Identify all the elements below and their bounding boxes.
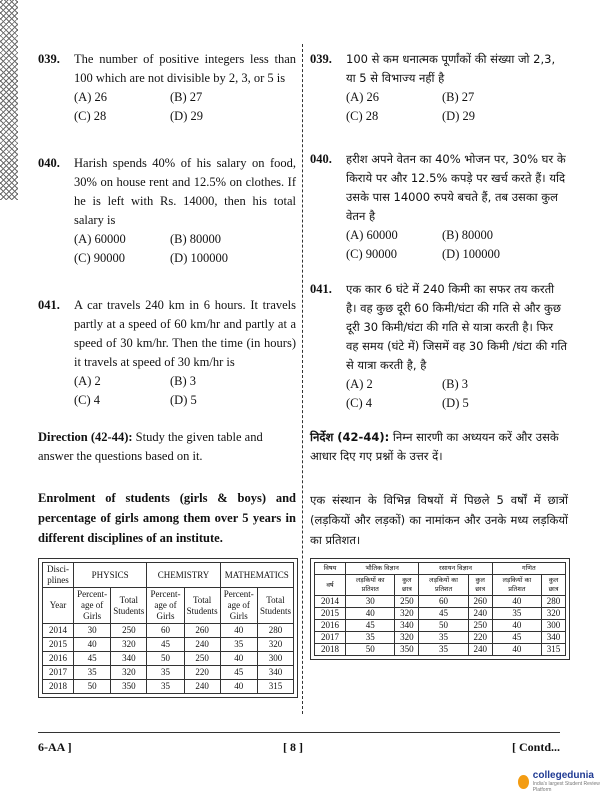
value-cell: 45 <box>419 608 468 620</box>
value-cell: 50 <box>419 620 468 632</box>
pct-header: Percent- age of Girls <box>220 588 257 624</box>
total-header: Total Students <box>111 588 147 624</box>
total-header: Total Students <box>184 588 220 624</box>
subject-header: गणित <box>492 563 565 575</box>
option-b[interactable]: (B) 27 <box>170 90 203 104</box>
collegedunia-logo <box>518 770 600 793</box>
total-header: कुल छात्र <box>468 575 492 596</box>
question-number: 040. <box>310 152 332 166</box>
options <box>346 88 568 126</box>
year-cell: 2015 <box>43 638 74 652</box>
value-cell: 280 <box>542 596 566 608</box>
option-a[interactable]: (A) 60000 <box>346 228 398 242</box>
value-cell: 40 <box>492 596 541 608</box>
value-cell: 40 <box>220 680 257 694</box>
data-table-hi <box>310 558 570 660</box>
value-cell: 320 <box>542 608 566 620</box>
year-cell: 2017 <box>43 666 74 680</box>
disciplines-header: विषय <box>315 563 346 575</box>
value-cell: 60 <box>419 596 468 608</box>
year-cell: 2014 <box>315 596 346 608</box>
question-text: The number of positive integers less than 100 which are not divisible by 2, 3, or 5 is <box>74 52 296 85</box>
question-number: 040. <box>38 156 60 170</box>
value-cell: 45 <box>346 620 395 632</box>
option-c[interactable]: (C) 90000 <box>346 247 398 261</box>
value-cell: 45 <box>147 638 184 652</box>
year-cell: 2015 <box>315 608 346 620</box>
value-cell: 50 <box>346 644 395 656</box>
pct-header: लड़कियों का प्रतिशत <box>419 575 468 596</box>
pct-header: Percent- age of Girls <box>147 588 184 624</box>
year-cell: 2016 <box>43 652 74 666</box>
graduation-cap-icon <box>518 775 529 789</box>
pct-header: Percent- age of Girls <box>74 588 111 624</box>
option-b[interactable]: (B) 80000 <box>170 232 222 246</box>
value-cell: 250 <box>395 596 419 608</box>
question-039-hi <box>310 50 568 126</box>
question-number: 041. <box>38 298 60 312</box>
option-c[interactable]: (C) 28 <box>346 109 379 123</box>
table-row <box>315 596 566 608</box>
option-b[interactable]: (B) 3 <box>170 374 197 388</box>
subject-header: रसायन विज्ञान <box>419 563 492 575</box>
option-c[interactable]: (C) 90000 <box>74 251 126 265</box>
subject-header: PHYSICS <box>74 563 147 588</box>
value-cell: 350 <box>111 680 147 694</box>
value-cell: 340 <box>542 632 566 644</box>
question-text: Harish spends 40% of his salary on food, 30% on house rent and 12.5% on clothes. If he is left with Rs. 14000, then his total salary is <box>74 156 296 227</box>
table-row <box>315 644 566 656</box>
question-text: 100 से कम धनात्मक पूर्णांकों की संख्या जो 2,3, या 5 से विभाज्य नहीं है <box>346 52 556 85</box>
value-cell: 45 <box>74 652 111 666</box>
value-cell: 320 <box>395 632 419 644</box>
question-040-en <box>38 154 296 268</box>
value-cell: 320 <box>111 638 147 652</box>
pct-header: लड़कियों का प्रतिशत <box>346 575 395 596</box>
option-d[interactable]: (D) 100000 <box>170 251 228 265</box>
subject-header: भौतिक विज्ञान <box>346 563 419 575</box>
option-a[interactable]: (A) 2 <box>346 377 373 391</box>
option-d[interactable]: (D) 29 <box>170 109 203 123</box>
option-a[interactable]: (A) 26 <box>74 90 107 104</box>
booklet-code: 6-AA ] <box>38 740 72 754</box>
value-cell: 250 <box>468 620 492 632</box>
table-row <box>43 666 294 680</box>
value-cell: 340 <box>395 620 419 632</box>
value-cell: 60 <box>147 624 184 638</box>
value-cell: 220 <box>468 632 492 644</box>
value-cell: 300 <box>542 620 566 632</box>
direction-text: Study the given table and answer the questions based on it. <box>38 430 263 463</box>
subject-header: MATHEMATICS <box>220 563 293 588</box>
table-title-en: Enrolment of students (girls & boys) and percentage of girls among them over 5 years in different disciplines of an institute. <box>38 491 296 545</box>
column-divider <box>302 44 303 714</box>
options <box>74 372 296 410</box>
options <box>346 226 568 264</box>
table-title-hi: एक संस्थान के विभिन्न विषयों में पिछले 5 वर्षों में छात्रों (लड़कियों और लड़कों) का नामांकन और उनके मध्य लड़कियों का प्रतिशत। <box>310 493 568 547</box>
option-a[interactable]: (A) 60000 <box>74 232 126 246</box>
value-cell: 40 <box>220 624 257 638</box>
direction-hi <box>310 428 568 466</box>
value-cell: 45 <box>492 632 541 644</box>
total-header: कुल छात्र <box>542 575 566 596</box>
value-cell: 40 <box>492 644 541 656</box>
table-row <box>43 652 294 666</box>
disciplines-header: Disci- plines <box>43 563 74 588</box>
value-cell: 45 <box>220 666 257 680</box>
page-number: [ 8 ] <box>283 740 303 754</box>
option-d[interactable]: (D) 100000 <box>442 247 500 261</box>
logo-tagline: India's largest Student Review Platform <box>532 781 600 793</box>
year-header: Year <box>43 588 74 624</box>
option-b[interactable]: (B) 80000 <box>442 228 494 242</box>
total-header: Total Students <box>257 588 293 624</box>
option-b[interactable]: (B) 27 <box>442 90 475 104</box>
value-cell: 40 <box>74 638 111 652</box>
question-039-en <box>38 50 296 126</box>
value-cell: 315 <box>257 680 293 694</box>
question-number: 039. <box>38 52 60 66</box>
options <box>346 375 568 413</box>
value-cell: 35 <box>419 644 468 656</box>
value-cell: 250 <box>184 652 220 666</box>
option-a[interactable]: (A) 26 <box>346 90 379 104</box>
option-c[interactable]: (C) 4 <box>74 393 101 407</box>
value-cell: 260 <box>184 624 220 638</box>
continued-label: [ Contd... <box>511 740 560 754</box>
value-cell: 340 <box>257 666 293 680</box>
option-a[interactable]: (A) 2 <box>74 374 101 388</box>
subject-header: CHEMISTRY <box>147 563 220 588</box>
question-number: 039. <box>310 52 332 66</box>
question-041-en <box>38 296 296 410</box>
question-number: 041. <box>310 282 332 296</box>
year-cell: 2017 <box>315 632 346 644</box>
value-cell: 320 <box>111 666 147 680</box>
value-cell: 40 <box>492 620 541 632</box>
value-cell: 320 <box>257 638 293 652</box>
value-cell: 350 <box>395 644 419 656</box>
value-cell: 300 <box>257 652 293 666</box>
value-cell: 35 <box>74 666 111 680</box>
logo-name: collegedunia <box>532 770 594 781</box>
year-cell: 2018 <box>315 644 346 656</box>
value-cell: 320 <box>395 608 419 620</box>
table-row <box>315 632 566 644</box>
footer-rule <box>38 732 560 733</box>
year-cell: 2014 <box>43 624 74 638</box>
direction-label: Direction (42-44): <box>38 430 133 444</box>
decorative-border <box>0 0 18 200</box>
value-cell: 220 <box>184 666 220 680</box>
direction-label: निर्देश (42-44): <box>310 430 390 444</box>
value-cell: 40 <box>220 652 257 666</box>
value-cell: 280 <box>257 624 293 638</box>
question-text: एक कार 6 घंटे में 240 किमी का सफर तय करती है। वह कुछ दूरी 60 किमी/घंटा की गति से और कुछ दूरी 30 किमी/घंटा की गति से यात्रा करती है। फिर वह समय (घंटे में) जिसमें वह 30 किमी /घंटा की गति से यात्रा करती है, है <box>346 282 568 372</box>
options <box>74 230 296 268</box>
value-cell: 30 <box>74 624 111 638</box>
year-cell: 2018 <box>43 680 74 694</box>
option-c[interactable]: (C) 28 <box>74 109 107 123</box>
option-d[interactable]: (D) 5 <box>170 393 197 407</box>
question-text: A car travels 240 km in 6 hours. It travels partly at a speed of 60 km/hr and partly at a speed of 30 km/hr. Then the time (in hours) it travels at speed of 30 km/hr is <box>74 298 296 369</box>
data-table-en <box>38 558 298 698</box>
value-cell: 40 <box>346 608 395 620</box>
value-cell: 35 <box>492 608 541 620</box>
value-cell: 315 <box>542 644 566 656</box>
question-040-hi <box>310 150 568 264</box>
table-row <box>43 680 294 694</box>
option-d[interactable]: (D) 29 <box>442 109 475 123</box>
value-cell: 240 <box>468 644 492 656</box>
option-b[interactable]: (B) 3 <box>442 377 469 391</box>
value-cell: 35 <box>419 632 468 644</box>
value-cell: 35 <box>346 632 395 644</box>
year-cell: 2016 <box>315 620 346 632</box>
total-header: कुल छात्र <box>395 575 419 596</box>
value-cell: 35 <box>147 666 184 680</box>
pct-header: लड़कियों का प्रतिशत <box>492 575 541 596</box>
direction-text: निम्न सारणी का अध्ययन करें और उसके आधार दिए गए प्रश्नों के उत्तर दें। <box>310 430 559 463</box>
value-cell: 260 <box>468 596 492 608</box>
question-041-hi <box>310 280 568 413</box>
table-row <box>43 624 294 638</box>
table-row <box>315 608 566 620</box>
value-cell: 35 <box>220 638 257 652</box>
question-text: हरीश अपने वेतन का 40% भोजन पर, 30% घर के किराये पर और 12.5% कपड़े पर खर्च करते हैं। यदि उसके पास 14000 रुपये बचते हैं, तब उसका कुल वेतन है <box>346 152 566 223</box>
value-cell: 340 <box>111 652 147 666</box>
value-cell: 30 <box>346 596 395 608</box>
value-cell: 240 <box>468 608 492 620</box>
value-cell: 240 <box>184 638 220 652</box>
direction-en <box>38 428 296 466</box>
year-header: वर्ष <box>315 575 346 596</box>
option-c[interactable]: (C) 4 <box>346 396 373 410</box>
table-row <box>43 638 294 652</box>
option-d[interactable]: (D) 5 <box>442 396 469 410</box>
options <box>74 88 296 126</box>
value-cell: 35 <box>147 680 184 694</box>
value-cell: 250 <box>111 624 147 638</box>
value-cell: 50 <box>74 680 111 694</box>
value-cell: 50 <box>147 652 184 666</box>
value-cell: 240 <box>184 680 220 694</box>
table-row <box>315 620 566 632</box>
